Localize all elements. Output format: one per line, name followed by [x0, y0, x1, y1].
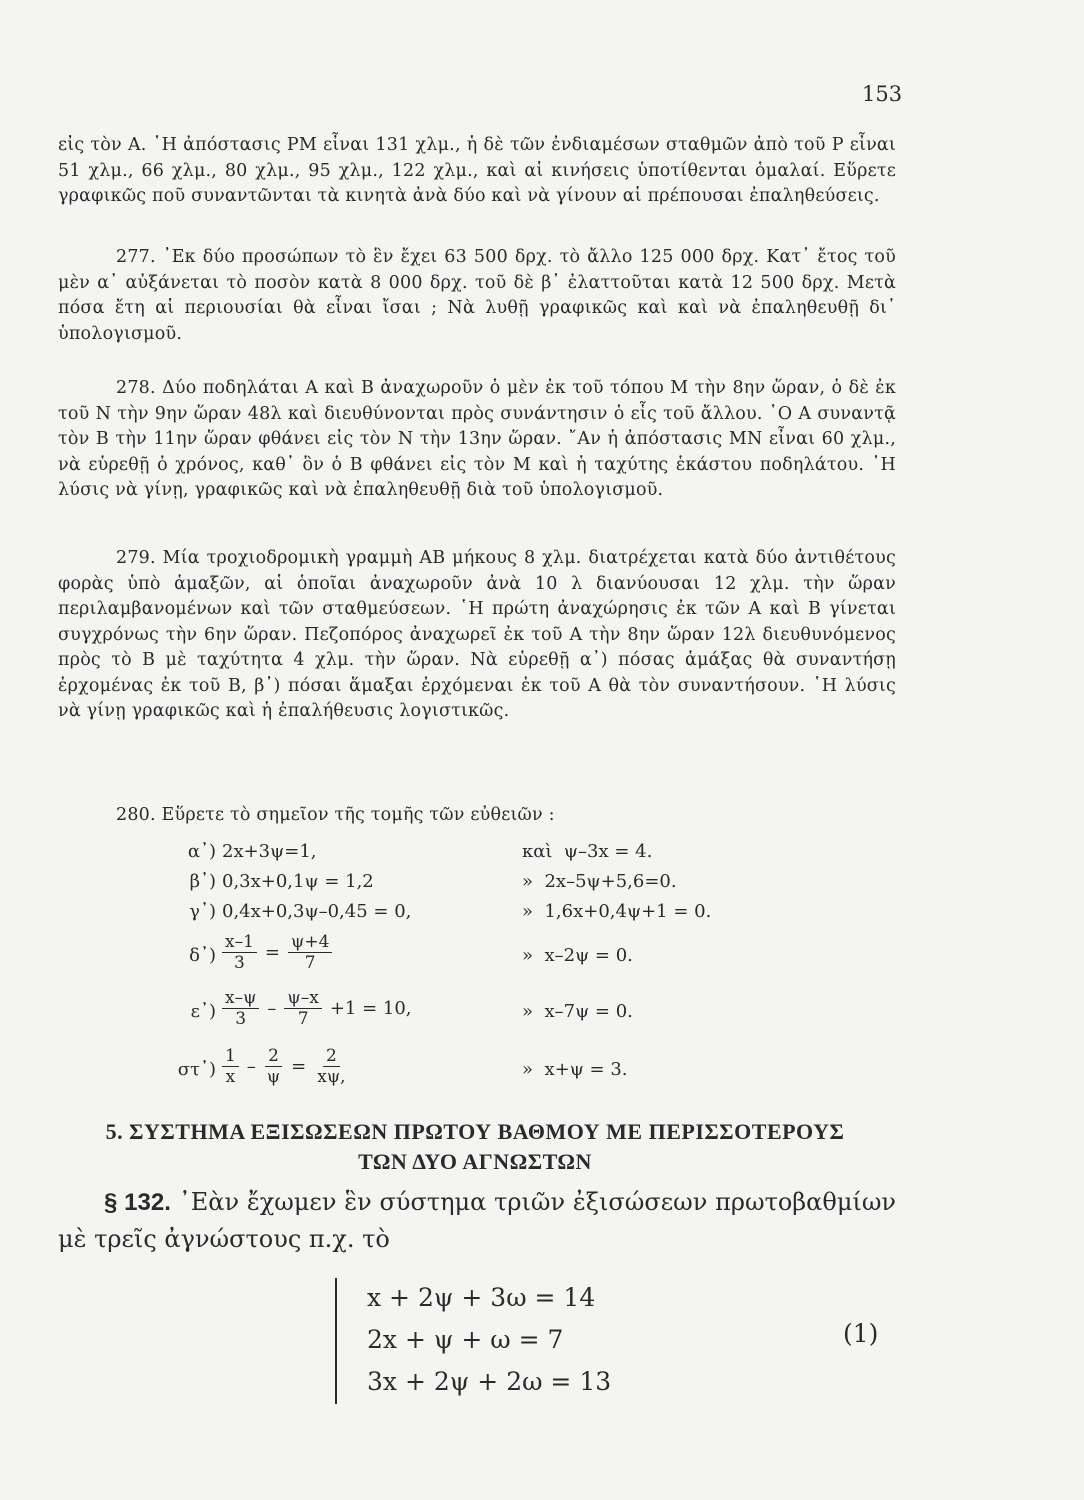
equation-left: 2x+3ψ=1,: [222, 841, 317, 862]
system-equation: 3x + 2ψ + 2ω = 13: [367, 1367, 612, 1396]
equation-row: [0, 932, 1084, 980]
section-text: ᾿Εὰν ἔχωμεν ἓν σύστημα τριῶν ἐξισώσεων πρωτοβαθμίων μὲ τρεῖς ἀγνώστους π.χ. τὸ: [58, 1188, 896, 1253]
equation-right: » 1,6x+0,4ψ+1 = 0.: [522, 901, 712, 922]
equation-left: 0,3x+0,1ψ = 1,2: [222, 871, 374, 892]
page-number: 153: [862, 82, 903, 106]
fraction: $\frac{\psi+4}{7}$: [288, 932, 332, 973]
equation-left: $\frac{x-1}{3}$ = $\frac{\psi+4}{7}$: [222, 932, 332, 973]
equation-label: α᾿): [187, 841, 216, 862]
equation-label: ε᾿): [190, 1001, 216, 1022]
fraction: $\frac{2}{\psi}$: [266, 1046, 281, 1087]
paragraph-intro: εἰς τὸν Α. ῾Η ἀπόστασις ΡΜ εἶναι 131 χλμ., ἡ δὲ τῶν ἐνδιαμέσων σταθμῶν ἀπὸ τοῦ Ρ εἶναι 51 χλμ., 66 χλμ., 80 χλμ., 95 χλμ., 122 χλμ., καὶ αἱ κινήσεις ὑποτίθενται ὁμαλαί. Εὕρετε γραφικῶς ποῦ συναντῶνται τὰ κινητὰ ἀνὰ δύο καὶ νὰ γίνουν αἱ πρέπουσαι ἐπαληθεύσεις.: [58, 135, 896, 206]
fraction: $\frac{x-\psi}{3}$: [222, 988, 259, 1029]
exercise-280: 280. Εὕρετε τὸ σημεῖον τῆς τομῆς τῶν εὐθειῶν :: [116, 805, 555, 825]
system-equation: x + 2ψ + 3ω = 14: [367, 1283, 596, 1312]
system-equation: 2x + ψ + ω = 7: [367, 1325, 564, 1354]
exercise-279: 279. Μία τροχιοδρομικὴ γραμμὴ ΑΒ μήκους 8 χλμ. διατρέχεται κατὰ δύο ἀντιθέτους φορὰς ὑπὸ ἁμαξῶν, αἱ ὁποῖαι ἀναχωροῦν ἀνὰ 10 λ διανύουσαι 12 χλμ. τὴν ὥραν περιλαμβανομένων καὶ τῶν σταθμεύσεων. ῾Η πρώτη ἀναχώρησις ἐκ τῶν Α καὶ Β γίνεται συγχρόνως τὴν 6ην ὥραν. Πεζοπόρος ἀναχωρεῖ ἐκ τοῦ Α τὴν 8ην ὥραν 12λ διευθυνόμενος πρὸς τὸ Β μὲ ταχύτητα 4 χλμ. τὴν ὥραν. Νὰ εὑρεθῇ α᾿) πόσας ἁμάξας θὰ συναντήσῃ ἐρχομένας ἐκ τοῦ Β, β᾿) πόσαι ἅμαξαι ἐρχόμεναι ἐκ τοῦ Α θὰ τὸν συναντήσουν. ῾Η λύσις νὰ γίνῃ γραφικῶς καὶ ἡ ἐπαλήθευσις λογιστικῶς.: [58, 548, 896, 721]
exercise-278: 278. Δύο ποδηλάται Α καὶ Β ἀναχωροῦν ὁ μὲν ἐκ τοῦ τόπου Μ τὴν 8ην ὥραν, ὁ δὲ ἐκ τοῦ Ν τὴν 9ην ὥραν 48λ καὶ διευθύνονται πρὸς συνάντησιν ὁ εἷς τοῦ ἄλλου. ῾Ο Α συναντᾷ τὸν Β τὴν 11ην ὥραν φθάνει εἰς τὸν Ν τὴν 13ην ὥραν. ῎Αν ἡ ἀπόστασις ΜΝ εἶναι 60 χλμ., νὰ εὑρεθῇ ὁ χρόνος, καθ᾿ ὃν ὁ Β φθάνει εἰς τὸν Μ καὶ ἡ ταχύτης ἑκάστου ποδηλάτου. ῾Η λύσις νὰ γίνῃ, γραφικῶς καὶ νὰ ἐπαληθευθῇ διὰ τοῦ ὑπολογισμοῦ.: [58, 378, 896, 500]
equation-right: » x–7ψ = 0.: [522, 1001, 633, 1022]
equation-right: » x–2ψ = 0.: [522, 945, 633, 966]
equation-left: $\frac{x-\psi}{3}$ – $\frac{\psi-x}{7}$ +1 = 10,: [222, 988, 412, 1029]
equation-row: [0, 988, 1084, 1036]
section-number: § 132.: [104, 1189, 171, 1216]
system-label: (1): [843, 1319, 879, 1348]
equation-label: β᾿): [189, 871, 216, 892]
fraction: $\frac{x-1}{3}$: [222, 932, 257, 973]
equation-right: » x+ψ = 3.: [522, 1059, 628, 1080]
exercise-277: 277. ᾿Εκ δύο προσώπων τὸ ἓν ἔχει 63 500 δρχ. τὸ ἄλλο 125 000 δρχ. Κατ᾿ ἔτος τοῦ μὲν α᾿ αὐξάνεται τὸ ποσὸν κατὰ 8 000 δρχ. τοῦ δὲ β᾿ ἐλαττοῦται κατὰ 12 500 δρχ. Μετὰ πόσα ἔτη αἱ περιουσίαι θὰ εἶναι ἴσαι ; Νὰ λυθῇ γραφικῶς καὶ καὶ νὰ ἐπαληθευθῇ δι᾿ ὑπολογισμοῦ.: [58, 247, 896, 344]
equation-right: καὶ ψ–3x = 4.: [522, 841, 653, 862]
section-132-paragraph: [58, 1184, 896, 1257]
fraction: $\frac{2}{x\psi,}$: [317, 1046, 346, 1087]
equation-label: δ᾿): [189, 945, 216, 966]
fraction: $\frac{\psi-x}{7}$: [284, 988, 321, 1029]
equation-label: στ᾿): [177, 1059, 216, 1080]
section-subheading: ΤΩΝ ΔΥΟ ΑΓΝΩΣΤΩΝ: [358, 1149, 592, 1174]
equation-label: γ᾿): [189, 901, 216, 922]
equation-left: 0,4x+0,3ψ–0,45 = 0,: [222, 901, 412, 922]
fraction: $\frac{1}{x}$: [222, 1046, 239, 1087]
equation-system: [335, 1278, 612, 1404]
section-heading: 5. ΣΥΣΤΗΜΑ ΕΞΙΣΩΣΕΩΝ ΠΡΩΤΟΥ ΒΑΘΜΟΥ ΜΕ ΠΕΡΙΣΣΟΤΕΡΟΥΣ: [105, 1119, 845, 1144]
equation-row: [0, 1046, 1084, 1094]
equation-right: » 2x–5ψ+5,6=0.: [522, 871, 677, 892]
equation-left: $\frac{1}{x}$ – $\frac{2}{\psi}$ = $\frac{2}{x\psi,}$: [222, 1046, 349, 1087]
